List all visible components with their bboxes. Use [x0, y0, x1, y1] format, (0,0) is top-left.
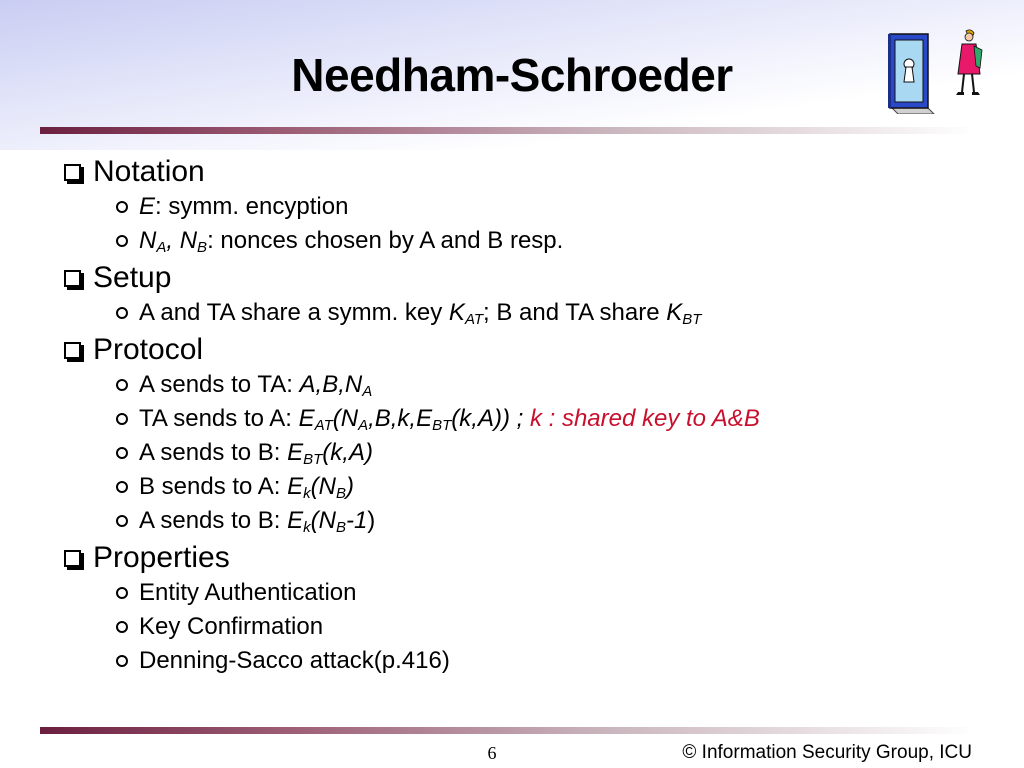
protocol-step-1	[64, 368, 994, 402]
symbol-nb: N	[179, 227, 198, 254]
circle-bullet-icon	[116, 447, 128, 459]
step2-part2-subscript: BT	[432, 417, 452, 434]
person-icon	[950, 28, 986, 100]
key-kat: K	[448, 299, 465, 326]
step2-part1-subscript: A	[358, 417, 369, 434]
protocol-step-5	[64, 504, 994, 538]
step5-part3: )	[367, 507, 376, 534]
comma: ,	[166, 227, 180, 254]
step1-message: A,B,N	[299, 371, 363, 398]
step5-e: E	[287, 507, 304, 534]
step4-part1-subscript: B	[335, 485, 346, 502]
property-item	[64, 644, 994, 678]
heading-protocol: Protocol	[93, 333, 204, 366]
step2-e: E	[298, 405, 315, 432]
step2-part2: ,B,k,E	[368, 405, 433, 432]
property-item-label: Key Confirmation	[139, 613, 324, 640]
step1-lead: A sends to TA:	[139, 371, 300, 398]
sub-bullet-e	[64, 190, 994, 224]
property-item	[64, 610, 994, 644]
key-kbt: K	[666, 299, 683, 326]
slide-body	[64, 152, 994, 678]
setup-text-1: A and TA share a symm. key	[139, 299, 449, 326]
page-number: 6	[487, 743, 497, 763]
circle-bullet-icon	[116, 655, 128, 667]
slide-title: Needham-Schroeder	[291, 49, 733, 101]
step2-part3: (k,A)) ;	[451, 405, 530, 432]
step5-lead: A sends to B:	[139, 507, 288, 534]
step4-part1: (N	[310, 473, 336, 500]
bullet-setup	[64, 260, 994, 296]
checkbox-bullet-icon	[64, 550, 81, 567]
step3-e: E	[287, 439, 304, 466]
step4-e-subscript: k	[303, 485, 311, 502]
circle-bullet-icon	[116, 379, 128, 391]
symbol-na: N	[139, 227, 157, 254]
heading-properties: Properties	[93, 541, 230, 574]
circle-bullet-icon	[116, 621, 128, 633]
protocol-step-3	[64, 436, 994, 470]
footer-divider	[40, 727, 976, 734]
step2-lead: TA sends to A:	[139, 405, 299, 432]
e-description: : symm. encyption	[155, 193, 349, 220]
heading-notation: Notation	[93, 155, 205, 188]
setup-text-2: ; B and TA share	[483, 299, 667, 326]
step4-lead: B sends to A:	[139, 473, 288, 500]
circle-bullet-icon	[116, 413, 128, 425]
step3-rest: (k,A)	[322, 439, 373, 466]
step5-part1-subscript: B	[335, 519, 346, 536]
protocol-step-4	[64, 470, 994, 504]
step5-part2: -1	[345, 507, 368, 534]
checkbox-bullet-icon	[64, 270, 81, 287]
subscript-bt: BT	[682, 311, 702, 328]
step3-e-subscript: BT	[303, 451, 323, 468]
step2-e-subscript: AT	[314, 417, 333, 434]
sub-bullet-nonces	[64, 224, 994, 258]
circle-bullet-icon	[116, 515, 128, 527]
circle-bullet-icon	[116, 201, 128, 213]
circle-bullet-icon	[116, 481, 128, 493]
shared-key-note: k : shared key to A&B	[529, 405, 760, 432]
sub-bullet-setup-keys	[64, 296, 994, 330]
door-keyhole-icon	[884, 30, 936, 114]
bullet-protocol	[64, 332, 994, 368]
heading-setup: Setup	[93, 261, 172, 294]
subscript-b: B	[197, 239, 208, 256]
property-item-label: Denning-Sacco attack(p.416)	[139, 647, 450, 674]
protocol-step-2	[64, 402, 994, 436]
circle-bullet-icon	[116, 307, 128, 319]
checkbox-bullet-icon	[64, 342, 81, 359]
step2-part1: (N	[332, 405, 359, 432]
step5-e-subscript: k	[303, 519, 311, 536]
subscript-at: AT	[464, 311, 483, 328]
circle-bullet-icon	[116, 587, 128, 599]
step3-lead: A sends to B:	[139, 439, 288, 466]
subscript-a: A	[156, 239, 167, 256]
step4-e: E	[287, 473, 304, 500]
property-item	[64, 576, 994, 610]
circle-bullet-icon	[116, 235, 128, 247]
bullet-notation	[64, 154, 994, 190]
step1-subscript: A	[362, 383, 373, 400]
property-item-label: Entity Authentication	[139, 579, 357, 606]
step5-part1: (N	[310, 507, 336, 534]
bullet-properties	[64, 540, 994, 576]
title-divider	[40, 127, 976, 134]
step4-part2: )	[345, 473, 354, 500]
symbol-e: E	[139, 193, 156, 220]
checkbox-bullet-icon	[64, 164, 81, 181]
copyright-notice: © Information Security Group, ICU	[682, 742, 972, 763]
nonce-description: : nonces chosen by A and B resp.	[207, 227, 564, 254]
